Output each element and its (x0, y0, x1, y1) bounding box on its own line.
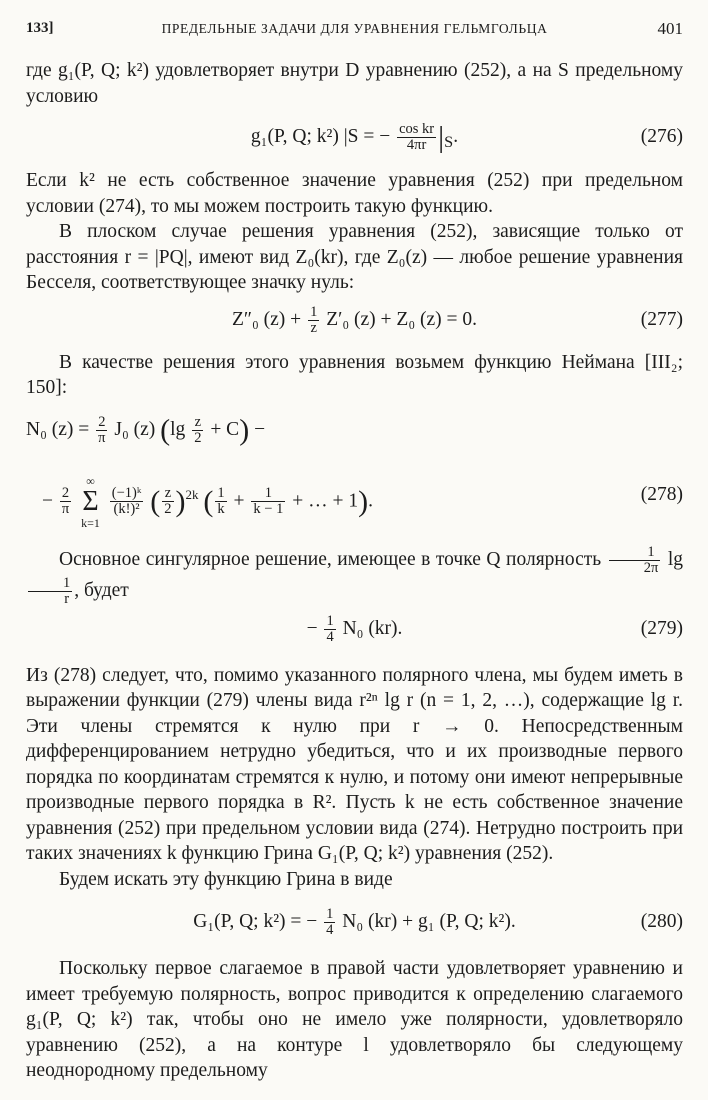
eq276-den: 4πr (406, 137, 427, 154)
p5-f2d: r (64, 590, 70, 607)
eq278-f3n: 2 (60, 486, 71, 502)
equation-280 (26, 896, 683, 948)
p5-f1n: 1 (609, 545, 661, 561)
eq278-f2n: z (192, 415, 203, 431)
p5-f2n: 1 (28, 576, 72, 592)
eq278-frac-3 (60, 486, 71, 517)
p5-text-a: Основное сингулярное решение, имеющее в точке Q полярность (59, 548, 602, 570)
eq278-frac-6 (215, 486, 226, 517)
eq278-rparen-1: ) (239, 413, 250, 447)
equation-278-line-2 (26, 455, 683, 535)
eq278-f6d: k (217, 501, 225, 518)
paragraph-2: Если k² не есть собственное значение уравнения (252) при предельном условии (274), то мы можем построить такую функцию. (26, 170, 683, 217)
eq280-label: (280) (640, 911, 683, 933)
eq276-lhs: g₁(P, Q; k²) |S = − (250, 126, 391, 147)
eq278-const: + C (210, 418, 240, 440)
eq276-sub: S (444, 132, 454, 151)
eq278-frac-5 (162, 486, 173, 517)
paragraph-5 (26, 545, 683, 607)
p5-frac-1 (609, 545, 661, 576)
eq278-lparen-1: ( (160, 413, 171, 447)
equation-279 (26, 607, 683, 651)
eq278-sum (81, 475, 100, 529)
eq278-lparen-3: ( (203, 484, 214, 518)
eq278-frac-7 (251, 486, 285, 517)
eq278-rparen-2: ) (175, 484, 186, 518)
section-number: 133] (26, 20, 54, 36)
book-page (26, 16, 683, 1084)
eq278-f4n: (−1)ᵏ (111, 485, 142, 502)
eq278-f5d: 2 (164, 501, 172, 518)
eq278-sum-top: ∞ (86, 473, 95, 488)
eq276-fraction (397, 122, 436, 153)
eq277-num: 1 (310, 303, 318, 320)
eq278-sum-bottom: k=1 (81, 515, 100, 530)
eq278-f7n: 1 (251, 486, 285, 502)
paragraph-4: В качестве решения этого уравнения возьмем функцию Неймана [III₂; 150]: (26, 351, 683, 398)
p5-lg: lg (667, 548, 683, 570)
paragraph-3: В плоском случае решения уравнения (252), зависящие только от расстояния r = |PQ|, имеют вид Z₀(kr), где Z₀(z) — любое решение уравнения Бесселя, соответствующее значку нуль: (26, 221, 683, 293)
eq278-f6n: 1 (217, 485, 225, 502)
eq278-lg: lg (170, 418, 186, 440)
paragraph-6: Из (278) следует, что, помимо указанного полярного члена, мы будем иметь в выражении функции (279) члены вида r²ⁿ lg r (n = 1, 2, …), содержащие lg r. Эти члены стремятся к нулю при r → 0. Непосредственным дифференцированием нетрудно убедиться, что и их производные первого порядка по координатам стремятся к нулю, и потому они имеют непрерывные производные первого порядка в R². Пусть k не есть собственное значение уравнения (252) при предельном условии вида (274). Нетрудно построить при таких значениях k функцию Грина G₁(P, Q; k²) уравнения (252). (26, 664, 683, 865)
eq280-fraction (324, 907, 335, 938)
eq278-f1n: 2 (96, 415, 107, 431)
eq279-label: (279) (640, 617, 683, 639)
eq278-j0: J₀ (z) (114, 418, 156, 440)
eq278-dot: . (368, 490, 373, 511)
p5-f1d: 2π (643, 559, 659, 576)
eq279-fraction (324, 614, 335, 645)
running-title: ПРЕДЕЛЬНЫЕ ЗАДАЧИ ДЛЯ УРАВНЕНИЯ ГЕЛЬМГОЛЬЦА (161, 21, 548, 36)
running-header (26, 16, 683, 48)
equation-276: g₁(P, Q; k²) |S = − $\frac{\text{cos kr}}{4\pi r}$ $|_S$. (276) (26, 112, 683, 162)
eq278-f4d: (k!)² (113, 501, 140, 518)
page-number: 401 (657, 19, 683, 38)
eq278-n0: N₀ (z) = (26, 418, 90, 440)
eq280-rhs: N₀ (kr) + g₁ (P, Q; k²). (342, 911, 516, 933)
eq278-frac-2 (192, 415, 203, 446)
eq276-bar: | (438, 120, 445, 154)
eq278-plus: + (233, 490, 245, 511)
eq280-den: 4 (326, 922, 334, 939)
eq277-part-b: Z′₀ (z) + Z₀ (z) = 0. (326, 308, 478, 330)
eq279-num: 1 (326, 612, 334, 629)
eq278-f5n: z (162, 486, 173, 502)
eq278-frac-1 (96, 415, 107, 446)
eq278-f3d: π (61, 501, 70, 518)
eq278-f1d: π (98, 429, 106, 446)
eq277-fraction (308, 305, 319, 336)
paragraph-7: Будем искать эту функцию Грина в виде (59, 868, 393, 890)
equation-277 (26, 298, 683, 342)
p5-frac-2 (28, 576, 72, 607)
eq276-num: cos kr (399, 121, 435, 138)
eq280-num: 1 (326, 906, 334, 923)
eq280-lhs: G₁(P, Q; k²) = − (193, 911, 318, 933)
eq279-den: 4 (326, 628, 334, 645)
eq278-frac-4 (110, 486, 144, 517)
eq278-minus-end: − (254, 418, 266, 440)
eq278-lparen-2: ( (150, 484, 161, 518)
eq278-rparen-3: ) (358, 484, 369, 518)
eq279-minus: − (306, 617, 318, 639)
p5-text-b: , будет (74, 579, 129, 601)
eq279-body: N₀ (kr). (342, 617, 403, 639)
eq278-label: (278) (640, 483, 683, 505)
paragraph-8: Поскольку первое слагаемое в правой части удовлетворяет уравнению и имеет требуемую полярность, вопрос приводится к определению слагаемого g₁(P, Q; k²) так, чтобы оно не имело уже полярности, удовлетворяло уравнению (252), а на контуре l удовлетворяло бы следующему неоднородному предельному (26, 958, 683, 1082)
eq277-label: (277) (640, 308, 683, 330)
equation-278-line-1 (26, 405, 683, 455)
sigma-icon: Σ (82, 485, 99, 517)
eq277-part-a: Z″₀ (z) + (231, 308, 302, 330)
eq278-f2d: 2 (194, 429, 202, 446)
eq276-label: (276) (640, 126, 683, 147)
paragraph-1: где g₁(P, Q; k²) удовлетворяет внутри D уравнению (252), а на S предельному условию (26, 60, 683, 107)
eq278-series-tail: + … + 1 (292, 490, 359, 511)
eq278-power: 2k (185, 486, 199, 502)
eq278-minus-start: − (42, 490, 53, 511)
eq278-f7d: k − 1 (253, 501, 284, 518)
eq277-den: z (310, 319, 317, 336)
